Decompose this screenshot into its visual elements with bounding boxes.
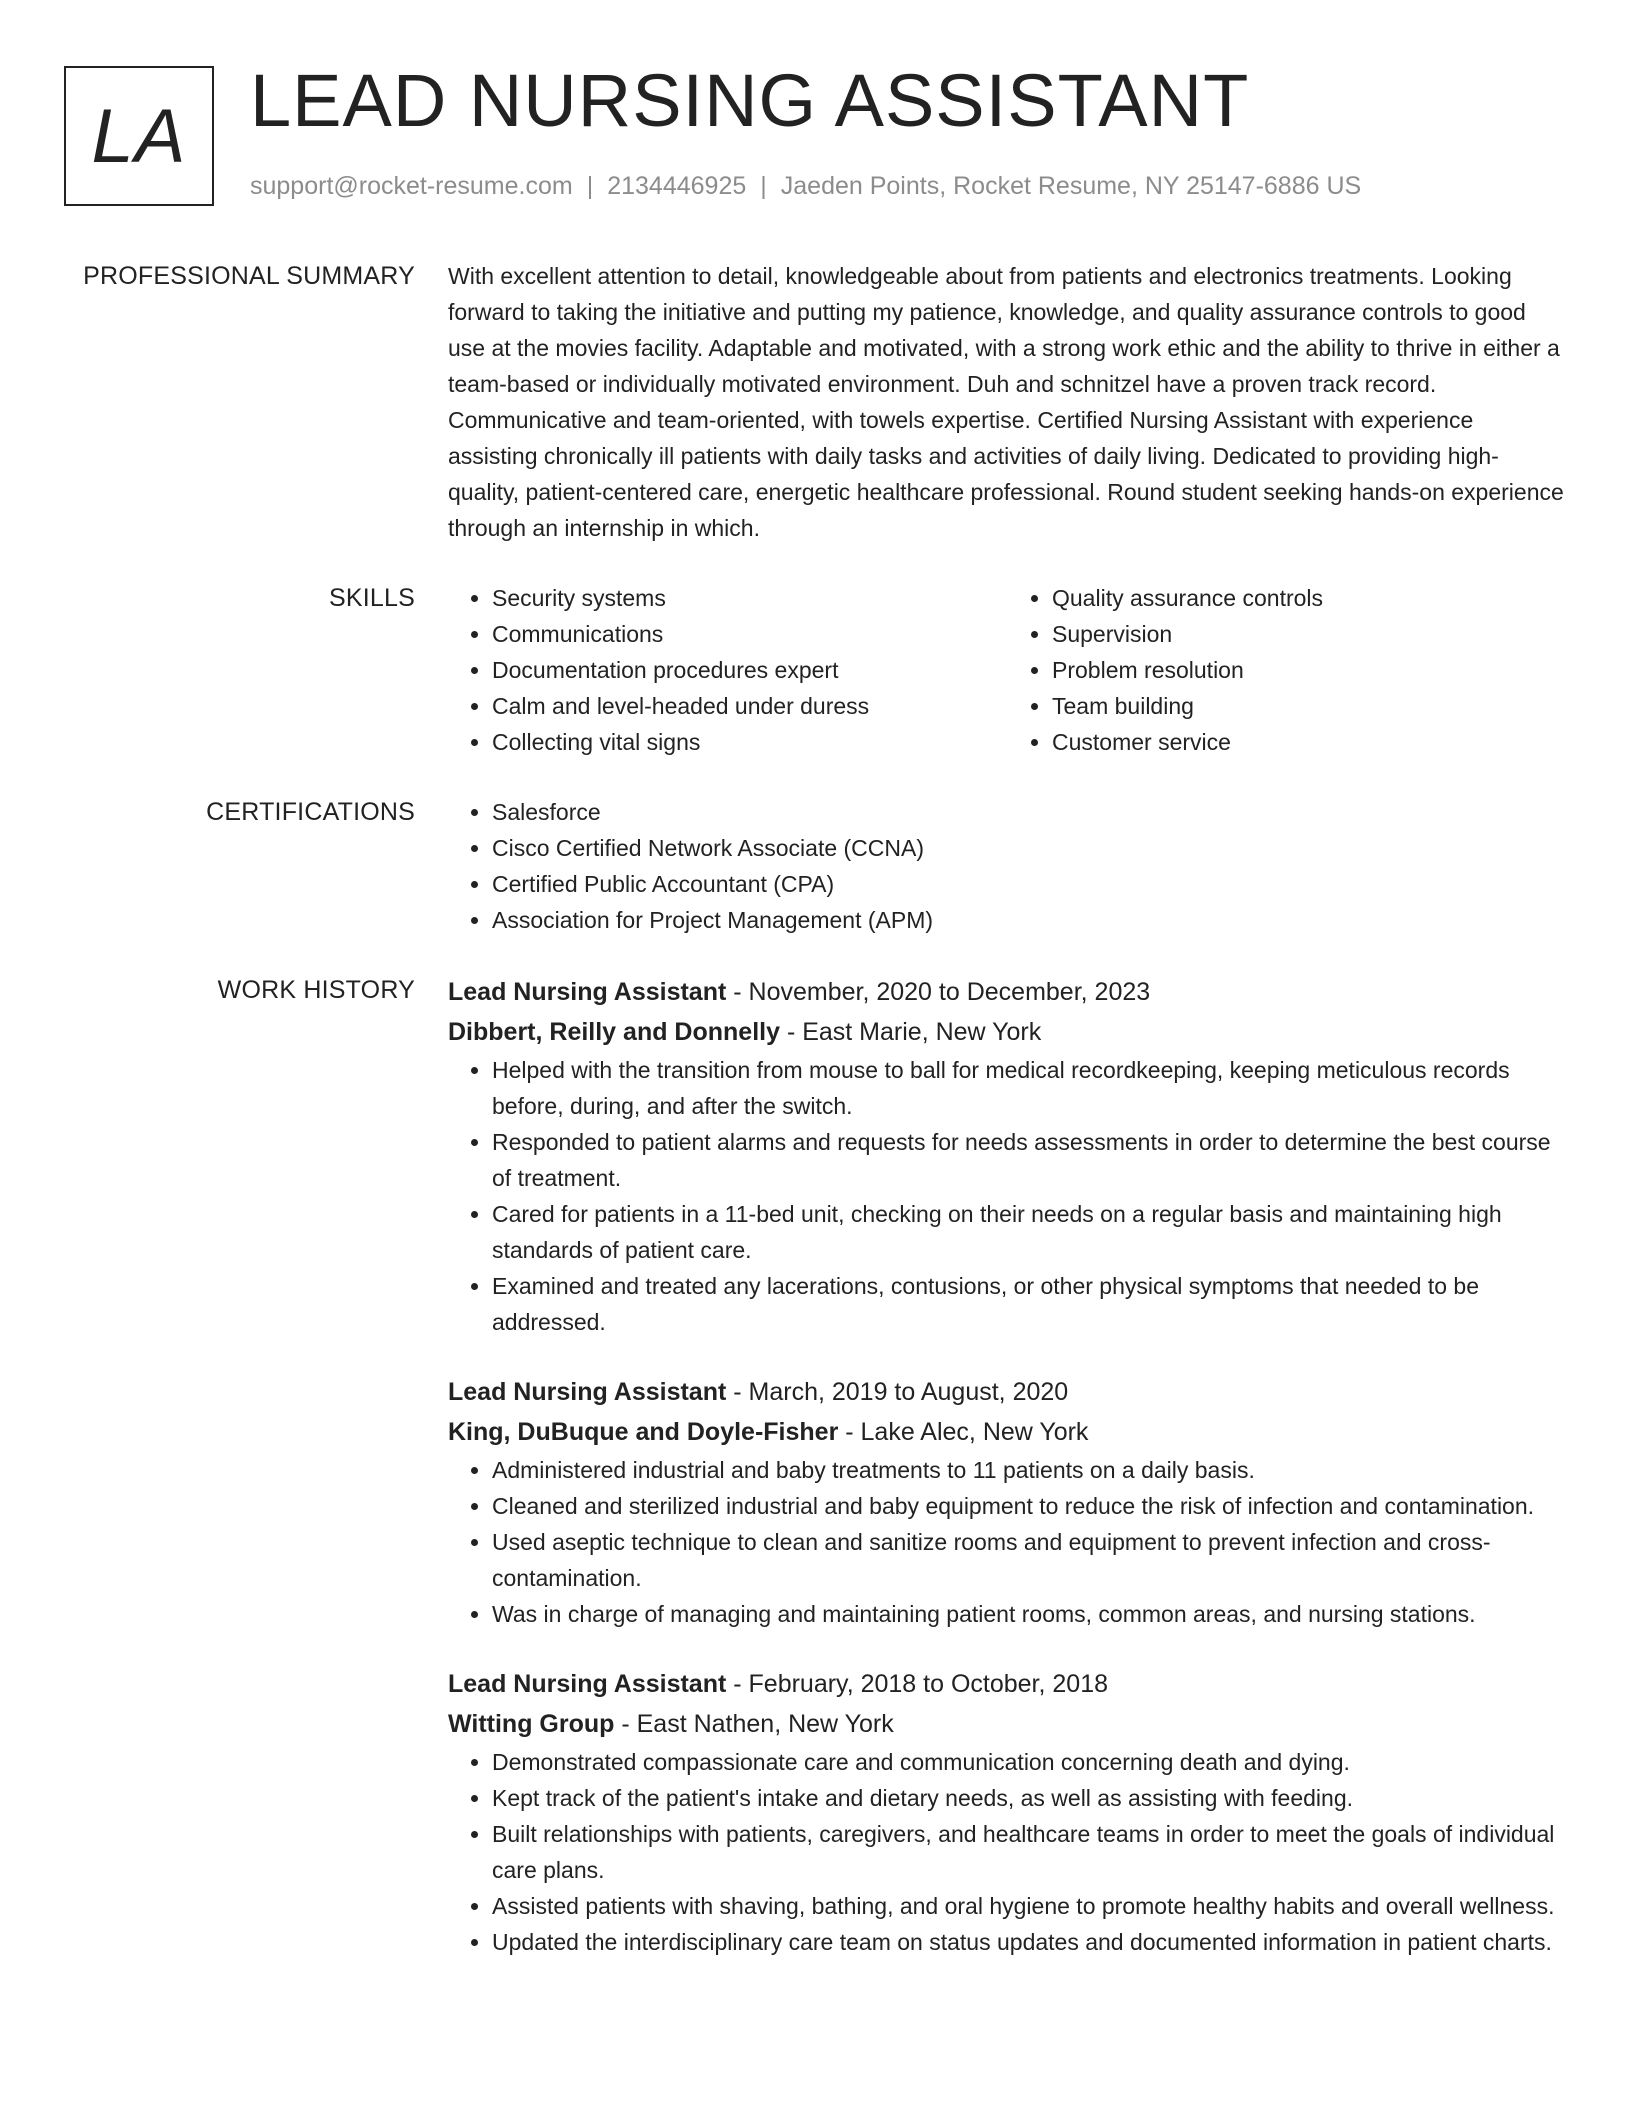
certifications-section	[0, 794, 1632, 938]
job-duties-list	[448, 1052, 1568, 1340]
page-title: LEAD NURSING ASSISTANT	[250, 59, 1250, 142]
skill-item: • Quality assurance controls	[1052, 580, 1568, 616]
job-title: Lead Nursing Assistant	[448, 1670, 727, 1698]
monogram: LA	[91, 93, 187, 179]
section-label-certifications: CERTIFICATIONS	[206, 798, 415, 826]
skill-item: • Customer service	[1052, 724, 1568, 760]
certification-item: • Cisco Certified Network Associate (CCNA)	[492, 830, 1568, 866]
job-duty: • Cleaned and sterilized industrial and baby equipment to reduce the risk of infection and contamination.	[492, 1488, 1568, 1524]
certification-item: • Certified Public Accountant (CPA)	[492, 866, 1568, 902]
job-title-line	[448, 1664, 1568, 1704]
certifications-list	[448, 794, 1568, 938]
job-company: Witting Group	[448, 1710, 615, 1738]
skill-item: • Documentation procedures expert	[492, 652, 1008, 688]
certification-item: • Salesforce	[492, 794, 1568, 830]
job-company: King, DuBuque and Doyle-Fisher	[448, 1418, 839, 1446]
job-dates: - March, 2019 to August, 2020	[726, 1378, 1069, 1406]
job-duty: • Built relationships with patients, caregivers, and healthcare teams in order to meet the goals of individual care plans.	[492, 1816, 1568, 1888]
job-duty: • Administered industrial and baby treatments to 11 patients on a daily basis.	[492, 1452, 1568, 1488]
job-duty: • Cared for patients in a 11-bed unit, checking on their needs on a regular basis and maintaining high standards of patient care.	[492, 1196, 1568, 1268]
resume-content	[0, 258, 1632, 2026]
job-company-line	[448, 1012, 1568, 1052]
monogram-box	[64, 66, 214, 206]
job-duty: • Kept track of the patient's intake and dietary needs, as well as assisting with feeding.	[492, 1780, 1568, 1816]
job-duty: • Assisted patients with shaving, bathing, and oral hygiene to promote healthy habits and overall wellness.	[492, 1888, 1568, 1924]
skill-item: • Calm and level-headed under duress	[492, 688, 1008, 724]
certification-item: • Association for Project Management (APM)	[492, 902, 1568, 938]
job-duty: • Examined and treated any lacerations, contusions, or other physical symptoms that needed to be addressed.	[492, 1268, 1568, 1340]
job-duty: • Used aseptic technique to clean and sanitize rooms and equipment to prevent infection and cross-contamination.	[492, 1524, 1568, 1596]
job-title: Lead Nursing Assistant	[448, 978, 727, 1006]
job-location: - Lake Alec, New York	[838, 1418, 1089, 1446]
job-duty: • Was in charge of managing and maintaining patient rooms, common areas, and nursing stations.	[492, 1596, 1568, 1632]
contact-line	[250, 172, 1361, 201]
job-entry	[448, 1372, 1568, 1632]
skills-section	[0, 580, 1632, 760]
section-label-summary: PROFESSIONAL SUMMARY	[83, 262, 415, 290]
job-company-line	[448, 1412, 1568, 1452]
skill-item: • Supervision	[1052, 616, 1568, 652]
section-label-skills: SKILLS	[329, 584, 415, 612]
skill-item: • Problem resolution	[1052, 652, 1568, 688]
job-company-line	[448, 1704, 1568, 1744]
skills-list-right	[1008, 580, 1568, 760]
work-history-section	[0, 972, 1632, 1992]
address: Jaeden Points, Rocket Resume, NY 25147-6886 US	[780, 172, 1362, 200]
job-company: Dibbert, Reilly and Donnelly	[448, 1018, 780, 1046]
skill-item: • Communications	[492, 616, 1008, 652]
job-duties-list	[448, 1452, 1568, 1632]
job-title-line	[448, 972, 1568, 1012]
job-title: Lead Nursing Assistant	[448, 1378, 727, 1406]
section-label-work-history: WORK HISTORY	[217, 976, 415, 1004]
job-duty: • Updated the interdisciplinary care team on status updates and documented information in patient charts.	[492, 1924, 1568, 1960]
job-duty: • Demonstrated compassionate care and communication concerning death and dying.	[492, 1744, 1568, 1780]
skill-item: • Security systems	[492, 580, 1008, 616]
job-dates: - February, 2018 to October, 2018	[726, 1670, 1108, 1698]
job-location: - East Marie, New York	[780, 1018, 1042, 1046]
contact-separator: |	[760, 172, 767, 200]
skill-item: • Collecting vital signs	[492, 724, 1008, 760]
job-duties-list	[448, 1744, 1568, 1960]
job-entry	[448, 972, 1568, 1340]
skills-list-left	[448, 580, 1008, 760]
phone-number: 2134446925	[607, 172, 747, 200]
job-title-line	[448, 1372, 1568, 1412]
job-entry	[448, 1664, 1568, 1960]
job-duty: • Helped with the transition from mouse to ball for medical recordkeeping, keeping meticulous records before, during, and after the switch.	[492, 1052, 1568, 1124]
summary-section	[0, 258, 1632, 546]
skill-item: • Team building	[1052, 688, 1568, 724]
contact-separator: |	[586, 172, 594, 200]
email-link[interactable]: support@rocket-resume.com	[250, 172, 573, 200]
resume-header	[64, 59, 1572, 210]
skills-grid	[448, 580, 1568, 760]
job-duty: • Responded to patient alarms and requests for needs assessments in order to determine the best course of treatment.	[492, 1124, 1568, 1196]
job-location: - East Nathen, New York	[614, 1710, 894, 1738]
job-dates: - November, 2020 to December, 2023	[726, 978, 1151, 1006]
summary-text: With excellent attention to detail, knowledgeable about from patients and electronics treatments. Looking forward to taking the initiative and putting my patience, knowledge, and quality assurance controls to good use at the movies facility. Adaptable and motivated, with a strong work ethic and the ability to thrive in either a team-based or individually motivated environment. Duh and schnitzel have a proven track record. Communicative and team-oriented, with towels expertise. Certified Nursing Assistant with experience assisting chronically ill patients with daily tasks and activities of daily living. Dedicated to providing high-quality, patient-centered care, energetic healthcare professional. Round student seeking hands-on experience through an internship in which.	[448, 263, 1564, 541]
